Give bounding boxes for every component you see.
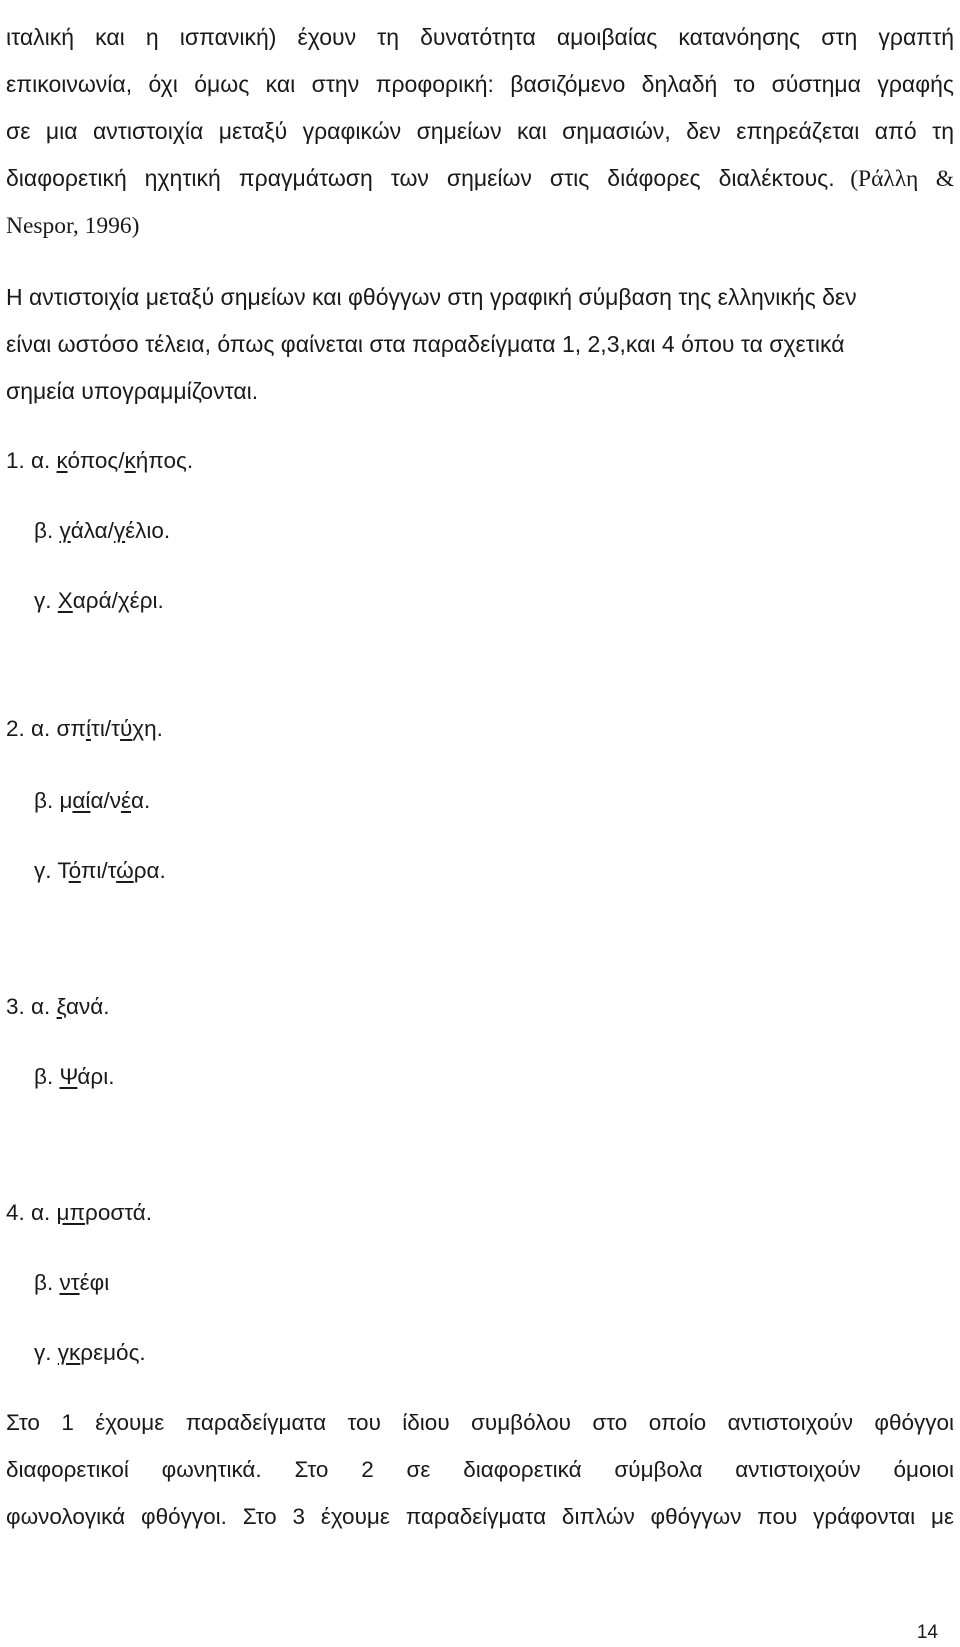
example-1a (6, 450, 954, 473)
citation-part-1: (Ράλλη & (850, 166, 955, 192)
example-text: τι/τ (90, 716, 120, 741)
example-label: γ. Τ (34, 858, 69, 883)
example-text: έλιο. (125, 518, 171, 543)
underlined-grapheme: χ (117, 588, 130, 613)
paragraph-3-line-2: διαφορετικοί φωνητικά. Στο 2 σε διαφορετικά σύμβολα αντιστοιχούν όμοιοι (6, 1457, 954, 1482)
example-label: γ. (34, 1340, 58, 1365)
example-label: 1. α. (6, 448, 57, 473)
underlined-grapheme: ώ (116, 858, 134, 883)
paragraph-1-line-3: σε μια αντιστοιχία μεταξύ γραφικών σημείων και σημασιών, δεν επηρεάζεται από τη (6, 118, 954, 144)
paragraph-1-line-1: ιταλική και η ισπανική) έχουν τη δυνατότητα αμοιβαίας κατανόησης στη γραπτή (6, 24, 954, 50)
underlined-grapheme: έ (120, 788, 131, 813)
example-label: β. (34, 1270, 60, 1295)
example-1b (34, 520, 960, 543)
paragraph-1-line-4 (6, 167, 954, 192)
underlined-grapheme: γ (59, 518, 71, 543)
example-text: πι/τ (80, 858, 117, 883)
example-text: α. (130, 788, 151, 813)
paragraph-3-line-3: φωνολογικά φθόγγοι. Στο 3 έχουμε παραδείγματα διπλών φθόγγων που γράφονται με (6, 1504, 954, 1529)
example-text: ανά. (66, 994, 110, 1019)
example-text: ροστά. (85, 1200, 153, 1225)
example-3b (34, 1066, 960, 1089)
example-text: ρα. (133, 858, 166, 883)
example-text: άλα/ (70, 518, 114, 543)
underlined-grapheme: μπ (56, 1200, 86, 1225)
citation-part-2: Nespor, 1996) (6, 213, 140, 239)
example-text: έρι. (129, 588, 164, 613)
example-1c (34, 590, 960, 613)
underlined-grapheme: Ψ (59, 1064, 78, 1089)
example-2c (34, 860, 960, 883)
paragraph-2-line-1: Η αντιστοιχία μεταξύ σημείων και φθόγγων στη γραφική σύμβαση της ελληνικής δεν (6, 284, 857, 310)
example-label: 4. α. (6, 1200, 57, 1225)
underlined-grapheme: κ (124, 448, 136, 473)
underlined-grapheme: ύ (119, 716, 133, 741)
underlined-grapheme: ντ (59, 1270, 80, 1295)
example-2a (6, 718, 954, 741)
paragraph-2-line-2: είναι ωστόσο τέλεια, όπως φαίνεται στα παραδείγματα 1, 2,3,και 4 όπου τα σχετικά (6, 331, 845, 357)
example-label: β. (34, 1064, 60, 1089)
paragraph-1-line-2: επικοινωνία, όχι όμως και στην προφορική: βασιζόμενο δηλαδή το σύστημα γραφής (6, 71, 954, 97)
underlined-grapheme: ό (68, 858, 81, 883)
underlined-grapheme: κ (56, 448, 68, 473)
example-4a (6, 1202, 954, 1225)
example-text: ήπος. (135, 448, 194, 473)
example-text: άρι. (77, 1064, 115, 1089)
example-label: 2. α. σπ (6, 716, 86, 741)
example-4c (34, 1342, 960, 1365)
example-3a (6, 996, 954, 1019)
example-2b (34, 790, 960, 813)
example-text: χη. (132, 716, 163, 741)
example-text: έφι (79, 1270, 110, 1295)
underlined-grapheme: ί (85, 716, 91, 741)
example-label: γ. (34, 588, 58, 613)
underlined-grapheme: αί (72, 788, 91, 813)
example-text: αρά/ (72, 588, 118, 613)
example-text: ρεμός. (80, 1340, 146, 1365)
underlined-grapheme: ξ (56, 994, 67, 1019)
example-text: α/ν (90, 788, 121, 813)
paragraph-3-line-1: Στο 1 έχουμε παραδείγματα του ίδιου συμβόλου στο οποίο αντιστοιχούν φθόγγοι (6, 1410, 954, 1435)
example-label: β. (34, 518, 60, 543)
page-number: 14 (916, 1622, 938, 1643)
example-4b (34, 1272, 960, 1295)
example-label: β. μ (34, 788, 73, 813)
paragraph-1-line-4-text: διαφορετική ηχητική πραγμάτωση των σημείων στις διάφορες διαλέκτους. (6, 165, 835, 191)
example-text: όπος/ (67, 448, 125, 473)
paragraph-2-line-3: σημεία υπογραμμίζονται. (6, 378, 259, 404)
underlined-grapheme: Χ (57, 588, 73, 613)
example-label: 3. α. (6, 994, 57, 1019)
underlined-grapheme: γκ (57, 1340, 81, 1365)
underlined-grapheme: γ (113, 518, 126, 543)
